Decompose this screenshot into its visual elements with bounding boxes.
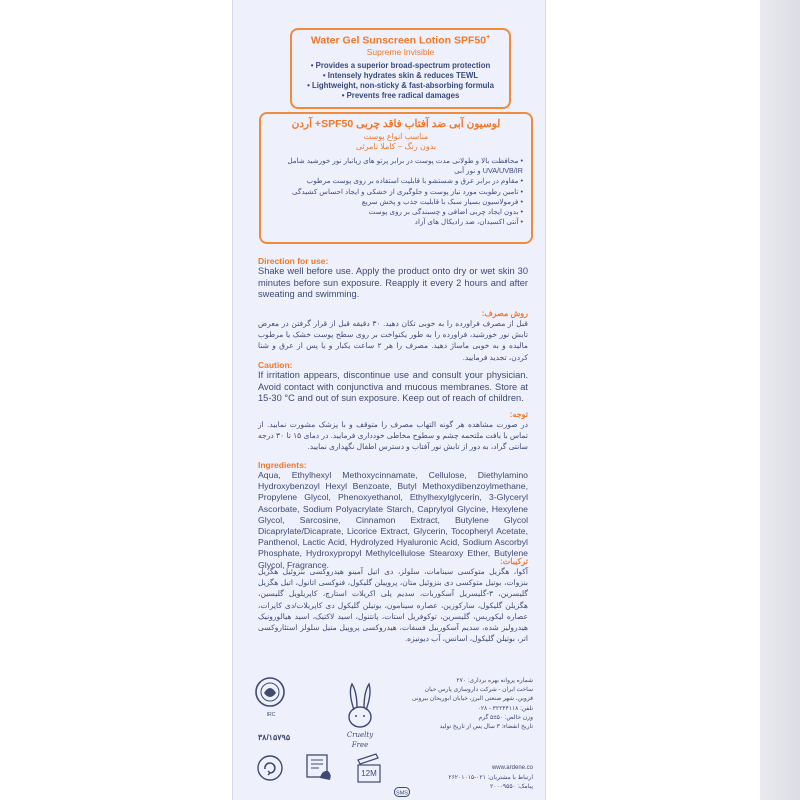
ingredients-section	[258, 460, 528, 571]
directions-text-fa: قبل از مصرف فراورده را به خوبی تکان دهید. ۳۰ دقیقه قبل از قرار گرفتن در معرض تابش نور خورشید، فراورده را به طور یکنواخت بر روی سطح پوست خشک یا مرطوب مالیده و به خوبی ماساژ دهید. مصرف را هر ۲ ساعت یکبار و یا پس از عرق و شنا کردن، تجدید فرمایید.	[258, 319, 528, 362]
open-jar-icon	[354, 752, 384, 784]
caution-text-fa: در صورت مشاهده هر گونه التهاب مصرف را متوقف و با پزشک مشورت نمایید. از تماس با بافت ملتحمه چشم و سطوح مخاطی خودداری فرمایید. در دمای ۱۵ تا ۳۰ درجه سانتی گراد، به دور از تابش نور آفتاب و دسترس اطفال نگهداری نمایید.	[258, 420, 528, 452]
persian-benefit-item: • مقاوم در برابر عرق و شستشو با قابلیت استفاده بر روی پوست مرطوب	[306, 176, 523, 186]
caution-text: If irritation appears, discontinue use and consult your physician. Avoid contact with conjunctiva and mucous membranes. Store at 15-30 °C and out of sun exposure. Keep out of reach of children.	[258, 370, 528, 404]
seal-label: IRC	[266, 712, 276, 718]
recycle-icon	[256, 754, 284, 782]
directions-text: Shake well before use. Apply the product onto dry or wet skin 30 minutes before sun exposure. Reapply it every 2 hours and after sweating and swimming.	[258, 266, 528, 300]
persian-benefit-item: • تامین رطوبت مورد نیاز پوست و جلوگیری از خشکی و ایجاد احساس کشیدگی	[292, 186, 523, 196]
english-claims-box	[290, 28, 511, 109]
svg-text:SMS: SMS	[396, 790, 408, 797]
persian-benefit-item: • فرمولاسیون بسیار سبک با قابلیت جذب و پخش سریع	[361, 196, 523, 206]
persian-benefit-item: • آنتی اکسیدان، ضد رادیکال های آزاد	[414, 217, 523, 227]
license-number: ۳۸/۱۵۷۹۵	[257, 733, 291, 742]
persian-benefit-list	[267, 156, 523, 227]
rabbit-icon	[340, 680, 380, 730]
persian-subtitle: مناسب انواع پوست	[363, 132, 429, 141]
address-line: تلفن: ۳۲۲۴۴۱۱۸ - ۰۲۸	[477, 705, 533, 712]
manufacturer-address	[398, 677, 533, 732]
ingredients-text: Aqua, Ethylhexyl Methoxycinnamate, Cellulose, Diethylamino Hydroxybenzoyl Hexyl Benzoate, Butyl Methoxydibenzoylmethane, Propylene Glycol, Phenoxyethanol, Ethylhexylglycerin, 3-Glyceryl Ascorbate, Sodium Polyacrylate Starch, Caprylyol Glycine, Hexylene Glycol, Sarcosine, Cinnamon Extract, Butylene Glycol Dicaprylate/Dicaprate, Licorice Extract, Glycerin, Tocopheryl Acetate, Panthenol, Lactic Acid, Hydrolyzed Hyaluronic Acid, Sodium Ascorbyl Phosphate, Hydroxypropyl Methylcellulose Stearoxy Ether, Butylene Glycol, Fragrance.	[258, 470, 528, 570]
directions-fa-section	[258, 309, 528, 363]
sms-line: پیامک: ۲۰۰۰۹۵۵۰	[489, 784, 533, 790]
persian-benefit-item: • بدون ایجاد چربی اضافی و چسبندگی بر روی پوست	[368, 207, 523, 217]
package-edge	[760, 0, 800, 800]
directions-heading-fa: روش مصرف:	[481, 309, 528, 318]
ingredients-fa-section	[258, 557, 528, 644]
address-line: تاریخ انقضاء: ۳ سال پس از تاریخ تولید	[439, 724, 533, 731]
website-text: www.ardene.co	[491, 765, 533, 771]
caution-heading: Caution:	[258, 360, 293, 370]
pao-label: 12M	[361, 769, 377, 778]
ingredients-heading-fa: ترکیبات:	[500, 557, 528, 566]
directions-heading: Direction for use:	[258, 256, 329, 266]
caution-heading-fa: توجه:	[509, 410, 528, 419]
caution-section	[258, 360, 528, 405]
ingredients-heading: Ingredients:	[258, 460, 307, 470]
sms-icon	[394, 784, 410, 797]
persian-benefit-item: • محافظت بالا و طولانی مدت پوست در برابر پرتو های زیانبار نور خورشید شامل UVA/UVB/IR و نور آبی	[287, 156, 523, 176]
persian-title: لوسیون آبی ضد آفتاب فاقد چربی SPF50+ آردن	[291, 118, 501, 130]
directions-section	[258, 256, 528, 301]
caution-fa-section	[258, 410, 528, 453]
benefit-item: • Prevents free radical damages	[341, 91, 460, 100]
address-line: شماره پروانه بهره برداری: ۲۷۰	[456, 678, 533, 684]
benefit-item: • Lightweight, non-sticky & fast-absorbing formula	[307, 81, 494, 90]
address-line: قزوین، شهر صنعتی البرز، خیابان ابوریحان بیرونی	[411, 696, 533, 703]
address-line: وزن خالص: ۵۰±۵ گرم	[478, 714, 533, 721]
benefit-item: • Provides a superior broad-spectrum protection	[310, 61, 491, 70]
ingredients-text-fa: آکوا، هگزیل متوکسی سینامات، سلولز، دی اتیل آمینو هیدروکسی بنزوئیل هگزیل بنزوات، بوتیل متوکسی دی بنزوئیل متان، پروپیلن گلیکول، فنوکسی اتانول، اتیل هگزیل گلیسرین، ۳-گلیسریل آسکوربات، سدیم پلی اکریلات استارچ، کاپریلویل گلیسین، هگزیلن گلیکول، سارکوزین، عصاره سینامون، بوتیلن گلیکول دی کاپریلات/دی کاپرات، عصاره لیکوریس، گلیسرین، توکوفریل استات، پانتنول، اسید لاکتیک، اسید هیالورونیک هیدرولیز شده، سدیم آسکوربیل فسفات، هیدروکسی پروپیل متیل سلولز استئاروکسی اتر، بوتیلن گلیکول، اسانس، آب دیونیزه.	[258, 567, 528, 644]
benefit-list	[292, 61, 509, 101]
hand-book-icon	[304, 752, 334, 782]
product-subtitle: Supreme Invisible	[366, 47, 435, 57]
address-line: ساخت ایران - شرکت داروسازی پارس حیان	[424, 687, 533, 694]
phone-line: ارتباط با مشتریان: ۰۲۱-۲۶۲۰۱۰۱۵	[448, 774, 533, 781]
contact-block	[398, 764, 533, 793]
cruelty-free-label: Cruelty	[346, 731, 374, 739]
product-title: Water Gel Sunscreen Lotion SPF50+	[310, 34, 491, 47]
persian-subtitle: بدون رنگ – کاملا نامرئی	[355, 142, 437, 151]
cruelty-free-label: Free	[351, 741, 369, 749]
quality-seal-icon	[253, 675, 287, 709]
benefit-item: • Intensely hydrates skin & reduces TEWL	[322, 71, 479, 80]
persian-claims-box	[259, 112, 533, 244]
